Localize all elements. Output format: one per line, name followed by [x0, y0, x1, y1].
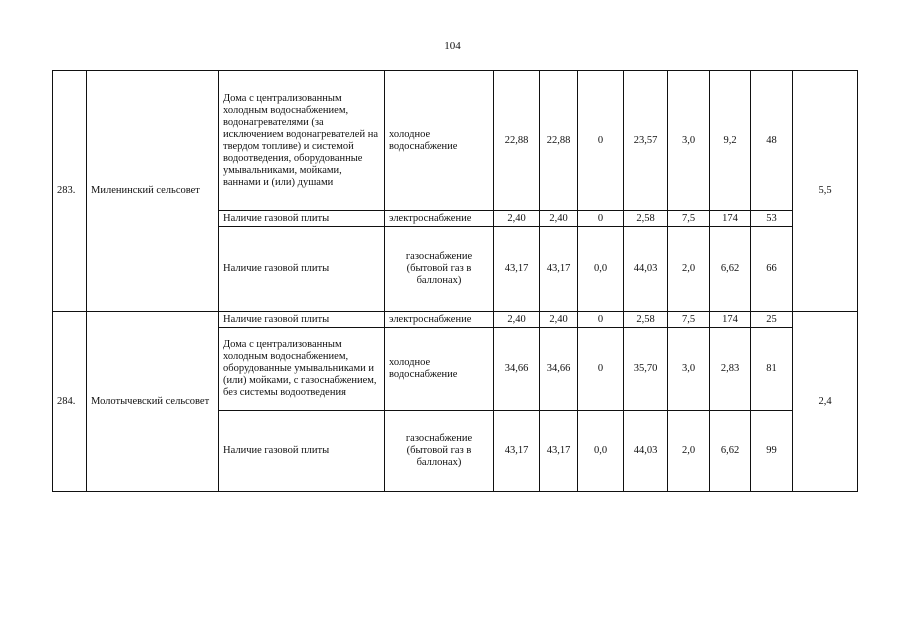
table-row	[53, 312, 858, 328]
value-cell: 81	[751, 328, 793, 411]
value-cell: 0	[578, 328, 624, 411]
utility-type: газоснабжение (бытовой газ в баллонах)	[385, 411, 494, 492]
value-cell: 44,03	[624, 227, 668, 312]
value-cell: 2,0	[668, 227, 710, 312]
utility-type: электроснабжение	[385, 312, 494, 328]
municipality-name: Молотычевский сельсовет	[87, 312, 219, 492]
value-cell: 43,17	[494, 227, 540, 312]
value-cell: 25	[751, 312, 793, 328]
value-cell: 48	[751, 71, 793, 211]
group-value: 5,5	[793, 71, 858, 312]
group-value: 2,4	[793, 312, 858, 492]
value-cell: 43,17	[540, 411, 578, 492]
value-cell: 99	[751, 411, 793, 492]
value-cell: 43,17	[540, 227, 578, 312]
value-cell: 0	[578, 71, 624, 211]
value-cell: 2,40	[494, 312, 540, 328]
value-cell: 9,2	[710, 71, 751, 211]
value-cell: 2,58	[624, 211, 668, 227]
value-cell: 44,03	[624, 411, 668, 492]
value-cell: 66	[751, 227, 793, 312]
utility-type: электроснабжение	[385, 211, 494, 227]
value-cell: 174	[710, 211, 751, 227]
value-cell: 2,58	[624, 312, 668, 328]
value-cell: 174	[710, 312, 751, 328]
service-description: Наличие газовой плиты	[219, 312, 385, 328]
value-cell: 3,0	[668, 328, 710, 411]
utility-type: холодное водоснабжение	[385, 328, 494, 411]
value-cell: 22,88	[540, 71, 578, 211]
row-number: 283.	[53, 71, 87, 312]
value-cell: 0,0	[578, 227, 624, 312]
value-cell: 53	[751, 211, 793, 227]
value-cell: 2,0	[668, 411, 710, 492]
service-description: Дома с централизованным холодным водоснабжением, оборудованные умывальниками и (или) мойками, с газоснабжением, без системы водоотведения	[219, 328, 385, 411]
tariff-table	[52, 70, 858, 492]
table-row	[53, 71, 858, 211]
value-cell: 43,17	[494, 411, 540, 492]
value-cell: 2,83	[710, 328, 751, 411]
value-cell: 7,5	[668, 211, 710, 227]
value-cell: 2,40	[540, 211, 578, 227]
utility-type: газоснабжение (бытовой газ в баллонах)	[385, 227, 494, 312]
value-cell: 6,62	[710, 411, 751, 492]
value-cell: 34,66	[540, 328, 578, 411]
value-cell: 34,66	[494, 328, 540, 411]
page-number: 104	[444, 40, 461, 52]
municipality-name: Миленинский сельсовет	[87, 71, 219, 312]
value-cell: 0	[578, 211, 624, 227]
service-description: Дома с централизованным холодным водоснабжением, водонагревателями (за исключением водонагревателей на твердом топливе) и системой водоотведения, оборудованные умывальниками, мойками, ваннами и (или) душами	[219, 71, 385, 211]
value-cell: 7,5	[668, 312, 710, 328]
value-cell: 3,0	[668, 71, 710, 211]
row-number: 284.	[53, 312, 87, 492]
service-description: Наличие газовой плиты	[219, 227, 385, 312]
value-cell: 23,57	[624, 71, 668, 211]
service-description: Наличие газовой плиты	[219, 211, 385, 227]
value-cell: 2,40	[494, 211, 540, 227]
value-cell: 22,88	[494, 71, 540, 211]
value-cell: 6,62	[710, 227, 751, 312]
value-cell: 0,0	[578, 411, 624, 492]
value-cell: 35,70	[624, 328, 668, 411]
utility-type: холодное водоснабжение	[385, 71, 494, 211]
service-description: Наличие газовой плиты	[219, 411, 385, 492]
value-cell: 0	[578, 312, 624, 328]
value-cell: 2,40	[540, 312, 578, 328]
